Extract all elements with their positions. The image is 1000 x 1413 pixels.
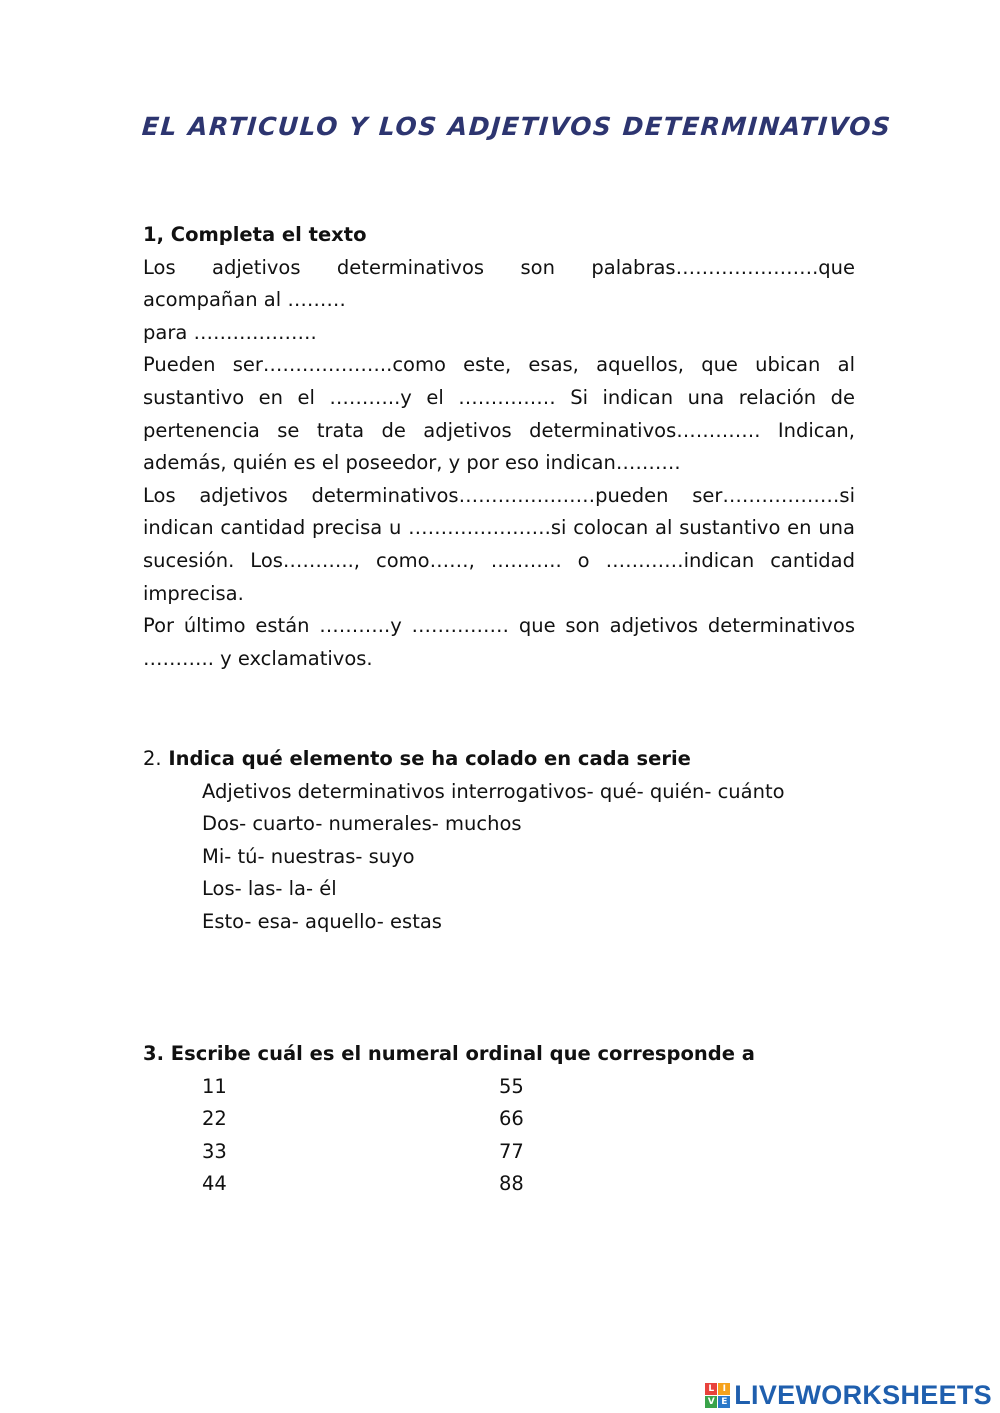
text-line-3: para ………………. xyxy=(143,320,317,344)
series-item: Mi- tú- nuestras- suyo xyxy=(202,844,415,868)
number-item: 66 xyxy=(499,1107,524,1131)
logo-letter: I xyxy=(718,1383,730,1395)
series-item: Esto- esa- aquello- estas xyxy=(202,909,442,933)
text-paragraph-numerals: Los adjetivos determinativos…………………pueden ser………………si indican cantidad precisa u ………………….si colocan al sustantivo en una sucesión. Los……….., como……, ……….. o …………indican cantidad imprecisa. xyxy=(143,483,855,605)
number-item: 33 xyxy=(202,1139,227,1163)
number-item: 55 xyxy=(499,1074,524,1098)
number-item: 11 xyxy=(202,1074,227,1098)
section-3-heading: 3. Escribe cuál es el numeral ordinal que corresponde a xyxy=(143,1042,755,1065)
logo-letter: L xyxy=(705,1383,717,1395)
section-complete-text xyxy=(143,219,855,675)
logo-letter: E xyxy=(718,1396,730,1408)
text-line-2: acompañan al ……… xyxy=(143,288,346,312)
section-2-number: 2. xyxy=(143,747,162,770)
series-item: Los- las- la- él xyxy=(202,877,337,901)
section-odd-one-out xyxy=(143,743,855,939)
page-title: EL ARTICULO Y LOS ADJETIVOS DETERMINATIVOS xyxy=(140,112,893,141)
number-item: 22 xyxy=(202,1107,227,1131)
number-item: 88 xyxy=(499,1172,524,1196)
brand-text: LIVEWORKSHEETS xyxy=(734,1380,992,1410)
series-item: Adjetivos determinativos interrogativos- qué- quién- cuánto xyxy=(202,779,785,803)
logo-letter: V xyxy=(705,1396,717,1408)
number-item: 44 xyxy=(202,1172,227,1196)
number-item: 77 xyxy=(499,1139,524,1163)
section-1-heading: 1, Completa el texto xyxy=(143,223,367,246)
text-line-1: Los adjetivos determinativos son palabras………………….que xyxy=(143,255,855,279)
liveworksheets-logo-icon xyxy=(705,1383,730,1408)
text-paragraph-interrogatives: Por último están ………..y …………… que son adjetivos determinativos ……….. y exclamativos. xyxy=(143,614,855,670)
text-paragraph-demonstratives: Pueden ser………………..como este, esas, aquellos, que ubican al sustantivo en el ………..y el …………… Si indican una relación de pertenencia se trata de adjetivos determinativos…………. Indican, además, quién es el poseedor, y por eso indican………. xyxy=(143,353,855,475)
liveworksheets-brand xyxy=(705,1380,992,1411)
section-2-heading xyxy=(143,743,855,776)
section-2-title: Indica qué elemento se ha colado en cada serie xyxy=(168,747,691,770)
section-ordinal-numbers xyxy=(143,1038,855,1201)
series-item: Dos- cuarto- numerales- muchos xyxy=(202,812,522,836)
numbers-grid xyxy=(143,1071,855,1201)
